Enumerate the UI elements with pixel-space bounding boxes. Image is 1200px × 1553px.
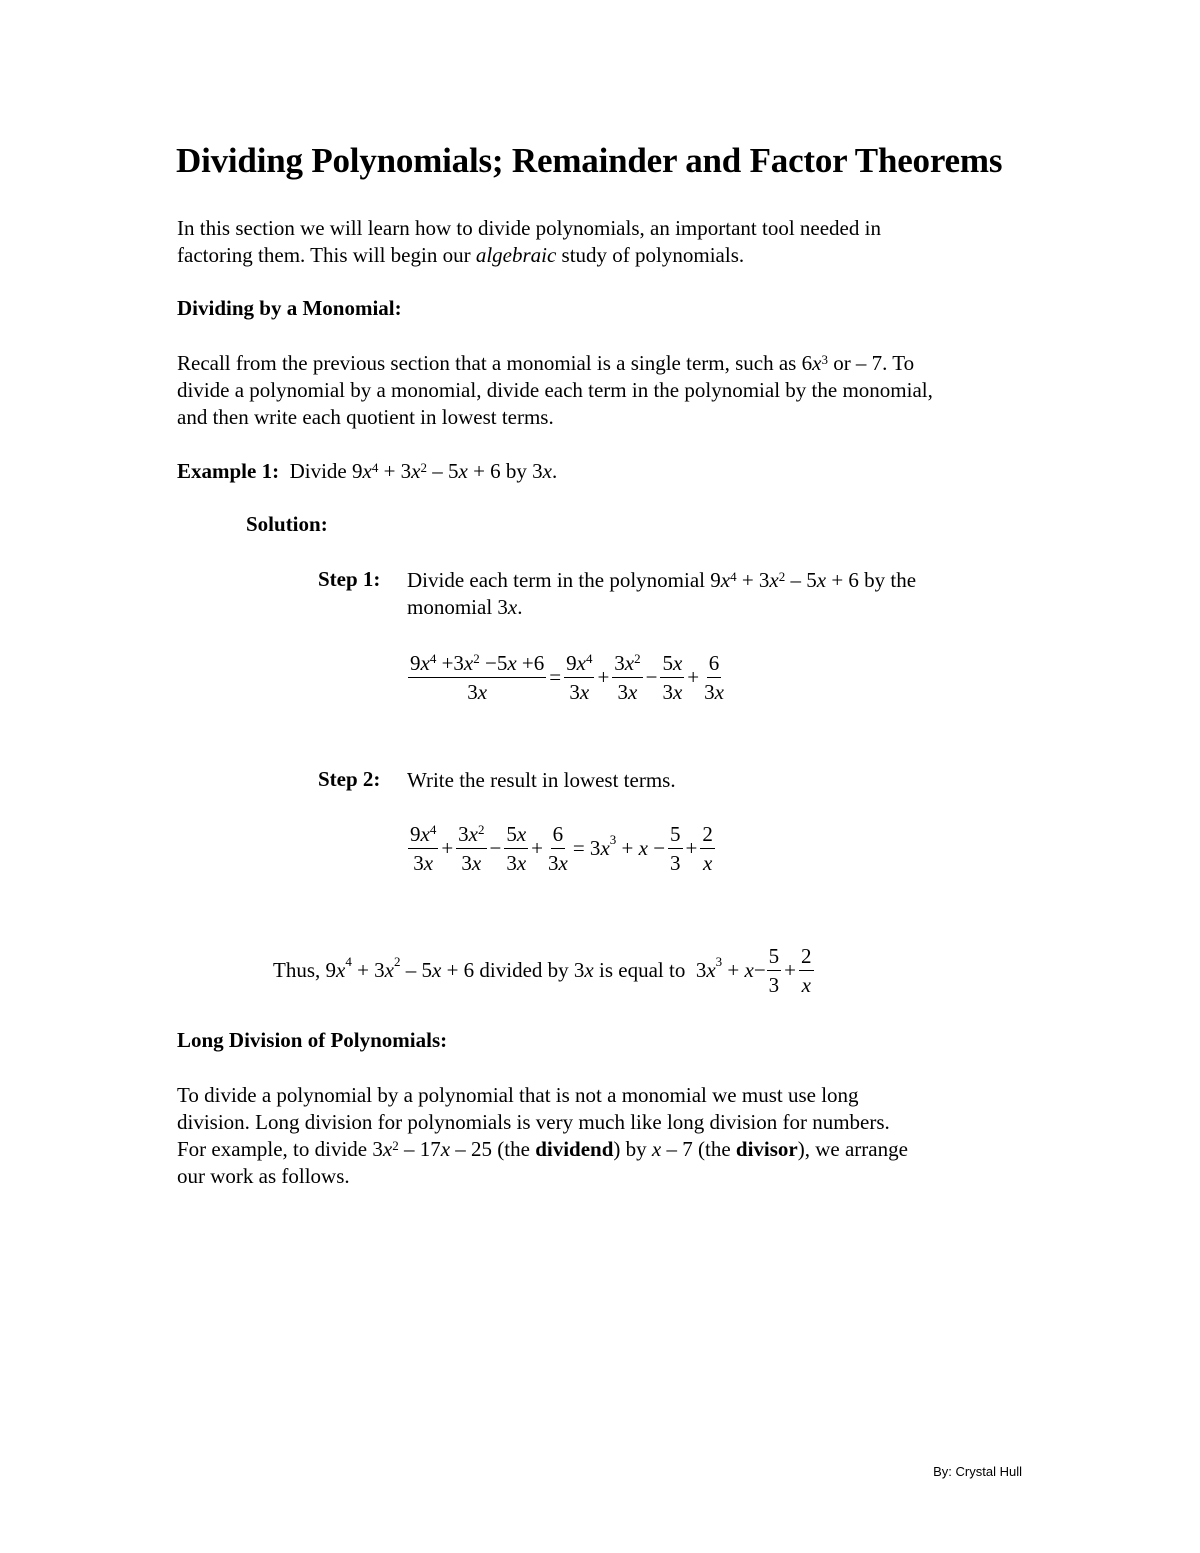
fraction: $\frac{2}{x}$ bbox=[702, 822, 713, 875]
long-division-paragraph bbox=[177, 1082, 908, 1190]
fraction: $\frac{3x^2}{3x}$ bbox=[614, 651, 641, 704]
step-1-line-1: Divide each term in the polynomial $9x^4 + 3x^2 - 5x + 6$ by the bbox=[407, 568, 917, 592]
intro-line-2: factoring them. This will begin our algebraic study of polynomials. bbox=[177, 243, 745, 267]
long-division-line-4: our work as follows. bbox=[177, 1164, 350, 1188]
conclusion-line: Thus, $9x^4 + 3x^2 - 5x + 6$ divided by 3x is equal to $3x^3 + x-$ $\frac{5}{3}$ + $\frac{2}{x}$ bbox=[273, 944, 812, 997]
fraction: $\frac{5x}{3x}$ bbox=[662, 651, 683, 704]
fraction: $\frac{5}{3}$ bbox=[670, 822, 681, 875]
fraction: $\frac{6}{3x}$ bbox=[548, 822, 568, 875]
step-1-equation: $\frac{9x^4 +3x^2 -5x +6}{3x}$ = $\frac{9x^4}{3x}$ + $\frac{3x^2}{3x}$ − $\frac{5x}{3x}$ + $\frac{6}{3x}$ bbox=[410, 651, 724, 704]
fraction: $\frac{9x^4 +3x^2 -5x +6}{3x}$ bbox=[410, 651, 545, 704]
monomial-line-3: and then write each quotient in lowest terms. bbox=[177, 405, 554, 429]
intro-paragraph bbox=[177, 215, 881, 269]
fraction: $\frac{6}{3x}$ bbox=[704, 651, 724, 704]
fraction: $\frac{2}{x}$ bbox=[801, 944, 812, 997]
step-1-text bbox=[407, 567, 916, 621]
solution-label: Solution: bbox=[246, 512, 328, 536]
monomial-paragraph bbox=[177, 350, 933, 431]
fraction: $\frac{5}{3}$ bbox=[768, 944, 780, 997]
long-division-line-2: division. Long division for polynomials is very much like long division for numbers. bbox=[177, 1110, 890, 1134]
step-1-line-2: monomial 3x. bbox=[407, 595, 523, 619]
fraction: $\frac{9x^4}{3x}$ bbox=[410, 822, 437, 875]
fraction: $\frac{9x^4}{3x}$ bbox=[566, 651, 593, 704]
step-2-text: Write the result in lowest terms. bbox=[407, 768, 676, 792]
fraction: $\frac{3x^2}{3x}$ bbox=[458, 822, 485, 875]
author-footer: By: Crystal Hull bbox=[933, 1464, 1022, 1479]
section-heading-monomial: Dividing by a Monomial: bbox=[177, 296, 402, 320]
long-division-line-3: For example, to divide $3x^2 - 17x - 25$ (the dividend) by x – 7 (the divisor), we arrange bbox=[177, 1137, 908, 1161]
example-1-statement: Example 1: Divide $9x^4 + 3x^2 - 5x + 6$ by 3x. bbox=[177, 459, 558, 483]
page-title: Dividing Polynomials; Remainder and Factor Theorems bbox=[176, 141, 1003, 180]
monomial-line-2: divide a polynomial by a monomial, divide each term in the polynomial by the monomial, bbox=[177, 378, 933, 402]
intro-line-1: In this section we will learn how to divide polynomials, an important tool needed in bbox=[177, 216, 881, 240]
long-division-line-1: To divide a polynomial by a polynomial that is not a monomial we must use long bbox=[177, 1083, 859, 1107]
fraction: $\frac{5x}{3x}$ bbox=[506, 822, 527, 875]
step-2-equation: $\frac{9x^4}{3x}$ + $\frac{3x^2}{3x}$ − $\frac{5x}{3x}$ + $\frac{6}{3x}$ = $3x^3 + x$ − $\frac{5}{3}$ + $\frac{2}{x}$ bbox=[410, 822, 713, 875]
section-heading-long-division: Long Division of Polynomials: bbox=[177, 1028, 448, 1052]
example-1-label: Example 1: bbox=[177, 459, 280, 483]
monomial-line-1: Recall from the previous section that a monomial is a single term, such as $6x^3$ or – 7. To bbox=[177, 351, 915, 375]
step-1-label: Step 1: bbox=[318, 567, 381, 591]
step-2-label: Step 2: bbox=[318, 767, 381, 791]
